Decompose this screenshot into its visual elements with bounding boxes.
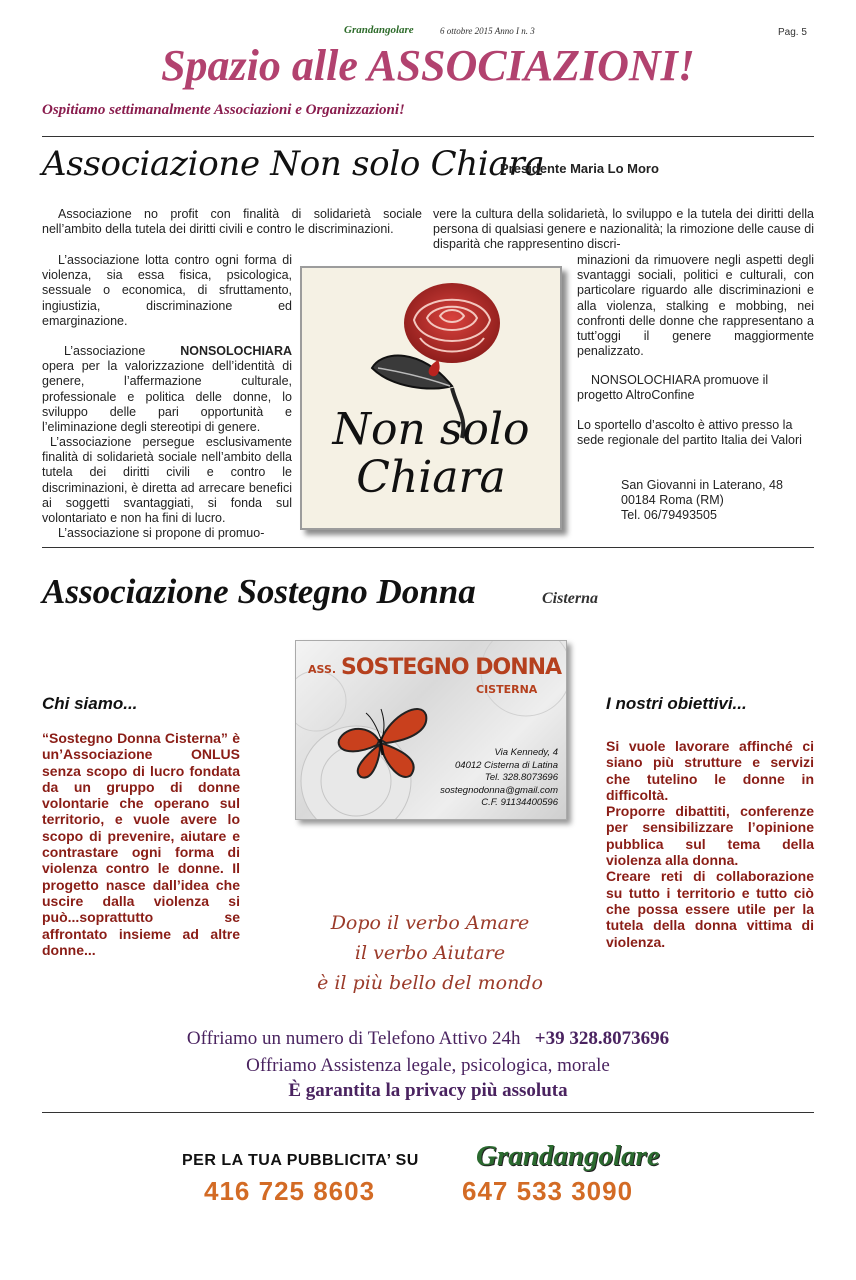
who-we-are-text: “Sostegno Donna Cisterna” è un’Associazione ONLUS senza scopo di lucro fondata da un gruppo di donne volontarie che operano sul territorio, e vuole avere lo scopo di prevenire, aiutare e contrastare ogni forma di violenza contro le donne. Il progetto nasce dall’idea che uscire dalla violenza si può...soprattutto se affrontato insieme ad altre donne... xyxy=(42,730,240,958)
section1-right-para1-cont: minazioni da rimuovere negli aspetti degli svantaggi sociali, politici e culturali, con particolare riguardo alle discriminazioni e alla violenza, stalking e mobbing, nei confronti delle donne che rappresentano a tutt’oggi il genere maggiormente penalizzato. xyxy=(577,253,814,359)
section1-right-para1: vere la cultura della solidarietà, lo sviluppo e la tutela dei diritti della persona di qualsiasi genere e nazionalità; la rimozione delle cause di disparità che rappresentino discri- xyxy=(433,207,814,252)
card-city-line: 04012 Cisterna di Latina xyxy=(455,759,558,771)
offer-phone-number: +39 328.8073696 xyxy=(534,1028,670,1049)
section1-para3: L’associazione NONSOLOCHIARA opera per la valorizzazione dell’identità di genere, l’affermazione culturale, professionale e politica delle donne, lo sviluppo delle pari opportunità e l’eliminazione degli stereotipi di genere. xyxy=(42,344,292,435)
offer-privacy: È garantita la privacy più assoluta xyxy=(288,1080,568,1101)
nonsolochiara-logo xyxy=(300,266,562,530)
card-cf: C.F. 91134400596 xyxy=(481,797,558,808)
card-details xyxy=(436,747,558,810)
section1-para5: L’associazione si propone di promuo- xyxy=(58,526,265,540)
butterfly-icon xyxy=(331,695,431,785)
address-line: 00184 Roma (RM) xyxy=(621,493,724,508)
section1-title: Associazione Non solo Chiara xyxy=(42,144,545,184)
quote-line: è il più bello del mondo xyxy=(317,972,543,994)
page-subtitle: Ospitiamo settimanalmente Associazioni e Organizzazioni! xyxy=(42,102,405,118)
section2-title: Associazione Sostegno Donna xyxy=(42,572,476,611)
who-we-are-heading: Chi siamo... xyxy=(42,694,138,713)
card-city: CISTERNA xyxy=(476,683,538,696)
section1-address xyxy=(621,478,821,524)
offer-assistance: Offriamo Assistenza legale, psicologica, morale xyxy=(246,1055,610,1076)
advert-phone-1: 416 725 8603 xyxy=(204,1176,376,1206)
divider xyxy=(42,136,814,137)
section1-para1: Associazione no profit con finalità di solidarietà sociale nell’ambito della tutela dei diritti civili e contro le discriminazioni. xyxy=(42,207,422,237)
card-name: SOSTEGNO DONNA xyxy=(341,655,562,680)
card-prefix: ASS. xyxy=(308,663,337,676)
header-date: 6 ottobre 2015 Anno I n. 3 xyxy=(440,26,535,36)
section2-subtitle: Cisterna xyxy=(542,590,599,607)
card-phone: Tel. 328.8073696 xyxy=(484,772,558,783)
address-line: San Giovanni in Laterano, 48 xyxy=(621,478,783,492)
sostegno-donna-card xyxy=(295,640,567,820)
advert-phone-2: 647 533 3090 xyxy=(462,1176,634,1206)
card-email: sostegnodonna@gmail.com xyxy=(440,784,558,796)
card-address: Via Kennedy, 4 xyxy=(494,747,558,758)
section1-right-para3: Lo sportello d’ascolto è attivo presso la sede regionale del partito Italia dei Valori xyxy=(577,418,802,448)
logo-text: Non solo Chiara xyxy=(332,404,530,503)
page-number: Pag. 5 xyxy=(778,27,807,38)
section1-president: Presidente Maria Lo Moro xyxy=(500,161,659,176)
quote-line: Dopo il verbo Amare xyxy=(330,912,530,934)
header-brand: Grandangolare xyxy=(344,24,414,36)
divider xyxy=(42,1112,814,1113)
offer-phone-line: Offriamo un numero di Telefono Attivo 24h +39 328.8073696 xyxy=(186,1028,670,1049)
section1-para2: L’associazione lotta contro ogni forma di violenza, sia essa fisica, psicologica, sessuale o economica, di sfruttamento, ingiustizia, discriminazione ed emarginazione. xyxy=(42,253,292,328)
divider xyxy=(42,547,814,548)
quote-line: il verbo Aiutare xyxy=(354,942,506,964)
section1-right-para2: NONSOLOCHIARA promuove il progetto AltroConfine xyxy=(577,373,769,403)
objectives-heading: I nostri obiettivi... xyxy=(606,694,747,713)
section1-para4: L’associazione persegue esclusivamente finalità di solidarietà sociale nell’ambito della tutela dei diritti civili e contro le discriminazioni, è diretta ad arrecare benefici ai soggetti svantaggiati, si fonda sul volontariato e non ha fini di lucro. xyxy=(42,435,292,526)
objectives-text: Si vuole lavorare affinché ci siano più strutture e servizi che tutelino le donne in difficoltà. Proporre dibattiti, conferenze per sensibilizzare l’opinione pubblica sul tema della violenza alla donna. Creare reti di collaborazione su tutto i territorio e tutto ciò che possa essere utile per la tutela della donna vittima di violenza. xyxy=(606,738,814,950)
advert-brand: Grandangolare xyxy=(476,1140,660,1172)
page-title: Spazio alle ASSOCIAZIONI! xyxy=(161,41,695,90)
advert-text: PER LA TUA PUBBLICITA’ SU xyxy=(182,1152,419,1169)
address-phone: Tel. 06/79493505 xyxy=(621,508,717,523)
